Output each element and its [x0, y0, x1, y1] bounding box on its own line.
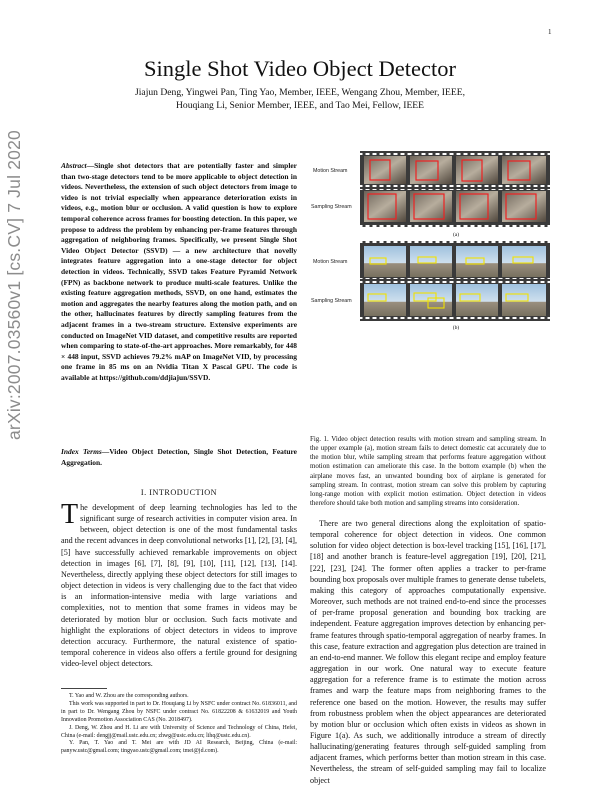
sampling-stream-label: Sampling Stream — [311, 298, 352, 304]
authors-line-2: Houqiang Li, Senior Member, IEEE, and Tao Mei, Fellow, IEEE — [175, 99, 425, 111]
footnote: J. Deng, W. Zhou and H. Li are with University of Science and Technology of China, Hefei, China (e-mail: dengjj@mail.ustc.edu.cn; zhwg@ustc.edu.cn; lihq@ustc.edu.cn). — [61, 724, 297, 739]
motion-stream-label: Motion Stream — [313, 259, 348, 265]
film-strip-a — [360, 151, 550, 238]
abstract — [61, 161, 297, 383]
figure-caption: Fig. 1. Video object detection results with motion stream and sampling stream. In the upper example (a), motion stream fails to detect domestic cat accurately due to the motion blur, while sampling stream that performs feature aggregation without motion estimation can ameliorate this case. In the bottom example (b) when the airplane moves fast, an unwanted bounding box of airplane is generated for sampling stream. In contrast, motion stream can solve this problem by capturing long-range motion with explicit motion estimation. Object detection in videos therefore should take both motion and sampling streams into consideration. — [310, 435, 546, 508]
abstract-text: —Single shot detectors that are potentially faster and simpler than two-stage detectors tend to be more applicable to object detection in videos. Nevertheless, the extension of such object detectors from image to video is not trivial especially when appearance deterioration exists in videos, e.g., motion blur or occlusion. A valid question is how to explore temporal coherence across frames for boosting detection. In this paper, we propose to address the problem by enhancing per-frame features through aggregation of neighboring frames. Specifically, we present Single Shot Video Object Detector (SSVD) — a new architecture that novelly integrates feature aggregation into a one-stage detector for object detection in videos. Technically, SSVD takes Feature Pyramid Network (FPN) as backbone network to produce multi-scale features. Unlike the existing feature aggregation methods, SSVD, on one hand, estimates the motion and aggregates the nearby features along the motion path, and on the other, hallucinates features by directly sampling features from the adjacent frames in a two-stream structure. Extensive experiments are conducted on ImageNet VID dataset, and competitive results are reported when comparing to state-of-the-art approaches. More remarkably, for 448 × 448 input, SSVD achieves 79.2% mAP on ImageNet VID, by processing one frame in 85 ms on an Nvidia Titan X Pascal GPU. The code is available at https://github.com/ddjiajun/SSVD. — [61, 161, 297, 382]
page-number: 1 — [548, 28, 552, 36]
section-heading: I. INTRODUCTION — [140, 488, 218, 497]
footnote: This work was supported in part to Dr. Houqiang Li by NSFC under contract No. 61836011, and in part to Dr. Wengang Zhou by NSFC under contract No. 61822208 & 61632019 and Youth Innovation Promotion Association CAS (No. 2018497). — [61, 700, 297, 723]
index-terms-text: —Video Object Detection, Single Shot Detection, Feature Aggregation. — [61, 447, 297, 467]
right-column-paragraph: There are two general directions along the exploitation of spatio-temporal coherence for object detection in videos. One common solution for video object detection is box-level tracking [15], [16], [17], [18] and another branch is feature-level aggregation [19], [20], [21], [22], [23], [24]. The former often applies a tracker to per-frame bounding box proposals over multiple frames to generate dense tubelets, making this category of approaches computationally expensive. Moreover, such methods are not trained end-to-end since the processes of per-frame proposal generation and bounding box tracking are independent. Feature aggregation improves detection by enhancing per-frame features through spatio-temporal aggregation of nearby frames. In this case, feature extraction and aggregation plus detection are trained in an end-to-end manner. We follow this elegant recipe and employ feature aggregation in our work. One natural way to execute feature aggregation for a reference frame is to estimate the motion across frames and warp the feature maps from neighboring frames to the reference one based on the motion. However, the results may suffer from robustness problem when the object appearances are deteriorated by motion blur or occlusion which often exists in videos as shown in Figure 1(a). As such, we additionally introduce a stream of directly hallucinating/generating features through self-guided sampling from adjacent frames, which performs better than motion stream in this case. Nevertheless, the stream of self-guided sampling may fail to localize object — [310, 519, 546, 785]
index-terms — [61, 447, 297, 468]
arxiv-stamp: arXiv:2007.03560v1 [cs.CV] 7 Jul 2020 — [4, 130, 24, 440]
sublabel-a: (a) — [452, 232, 460, 238]
motion-stream-label: Motion Stream — [313, 168, 348, 174]
sublabel-b: (b) — [452, 325, 460, 331]
footnote: Y. Pan, T. Yao and T. Mei are with JD AI Research, Beijing, China (e-mail: panyw.ustc@gmail.com; tingyao.ustc@gmail.com; tmei@jd.com). — [61, 740, 297, 755]
introduction-text: he development of deep learning technologies has led to the significant surge of research activities in computer vision area. In between, object detection is one of the most fundamental tasks and the recent advances in deep convolutional networks [1], [2], [3], [4], [5] have successfully achieved remarkable improvements on object detection in images [6], [7], [8], [9], [10], [11], [12], [13], [14]. Nevertheless, directly applying these object detectors for still images to object detection in videos is very challenging due to the fact that video is an information-intensive media with large variations and complexities, not to mention that some frames in videos may be deteriorated by motion blur or occlusion. Such facts motivate and highlight the explorations of object detectors in videos to improve detection accuracy. Furthermore, the natural existence of spatio-temporal coherence in videos also offers a fertile ground for designing video-level object detectors. — [61, 503, 297, 669]
footnotes — [61, 693, 297, 756]
abstract-label: Abstract — [61, 161, 87, 170]
author-list — [60, 87, 540, 112]
sampling-stream-label: Sampling Stream — [311, 204, 352, 210]
paper-title: Single Shot Video Object Detector — [144, 56, 456, 81]
footnote-rule — [61, 688, 107, 689]
drop-cap: T — [61, 499, 79, 530]
index-terms-label: Index Terms — [61, 447, 102, 456]
film-strip-b — [360, 241, 550, 331]
footnote: T. Yao and W. Zhou are the corresponding authors. — [69, 693, 189, 699]
figure-1 — [308, 148, 552, 428]
introduction-paragraph — [61, 499, 297, 669]
authors-line-1: Jiajun Deng, Yingwei Pan, Ting Yao, Member, IEEE, Wengang Zhou, Member, IEEE, — [135, 87, 465, 98]
